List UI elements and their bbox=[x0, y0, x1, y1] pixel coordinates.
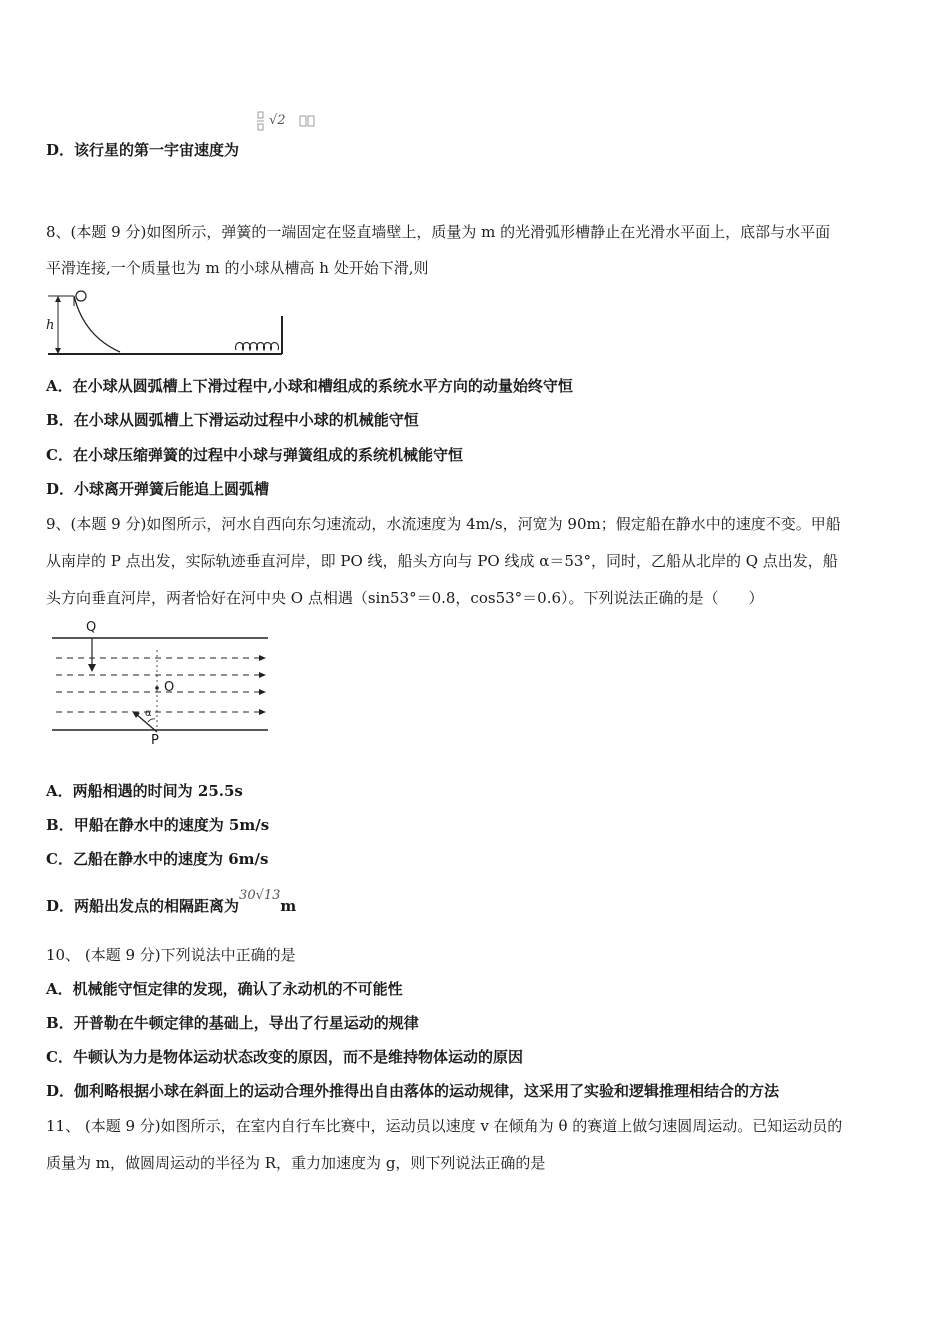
option-text: 在小球压缩弹簧的过程中小球与弹簧组成的系统机械能守恒 bbox=[72, 446, 463, 464]
q8-figure bbox=[44, 288, 289, 364]
q11-stem-line1 bbox=[46, 1116, 842, 1136]
q11-stem-line2 bbox=[46, 1153, 545, 1173]
question-score: (本题 9 分) bbox=[84, 946, 161, 964]
distance-formula: 30√13 bbox=[239, 888, 281, 903]
question-number: 10、 bbox=[46, 946, 81, 964]
option-text: 在小球从圆弧槽上下滑过程中,小球和槽组成的系统水平方向的动量始终守恒 bbox=[72, 377, 573, 395]
formula-text: √2 bbox=[269, 113, 286, 128]
option-label: D bbox=[46, 1082, 60, 1100]
question-number: 8、 bbox=[46, 223, 71, 241]
option-text: 两船出发点的相隔距离为 bbox=[74, 897, 240, 915]
option-label: D bbox=[46, 480, 60, 498]
q10-stem bbox=[46, 945, 296, 965]
question-stem: 如图所示，河水自西向东匀速流动，水流速度为 4m/s，河宽为 90m；假定船在静水中的速度不变。甲船 bbox=[146, 515, 841, 533]
option-label: B bbox=[46, 816, 59, 834]
question-stem: 头方向垂直河岸，两者恰好在河中央 O 点相遇（sin53°＝0.8，cos53°＝0.6）。下列说法正确的是（ ） bbox=[46, 589, 764, 607]
formula-fraction-icon bbox=[256, 110, 318, 136]
option-label: A bbox=[46, 782, 58, 800]
option-text: 牛顿认为力是物体运动状态改变的原因，而不是维持物体运动的原因 bbox=[72, 1048, 523, 1066]
river-diagram bbox=[48, 620, 273, 750]
option-label: B bbox=[46, 411, 59, 429]
q8-stem-line2 bbox=[46, 258, 429, 278]
option-label: A bbox=[46, 377, 58, 395]
q9-option-a: A．两船相遇的时间为 25.5s bbox=[46, 782, 243, 800]
question-stem: 如图所示，在室内自行车比赛中，运动员以速度 v 在倾角为 θ 的赛道上做匀速圆周运动。已知运动员的 bbox=[160, 1117, 843, 1135]
angle-alpha-label: α bbox=[145, 708, 152, 719]
option-text: 小球离开弹簧后能追上圆弧槽 bbox=[74, 480, 270, 498]
q8-option-b: B．在小球从圆弧槽上下滑运动过程中小球的机械能守恒 bbox=[46, 411, 419, 429]
option-label: B bbox=[46, 1014, 59, 1032]
question-score: (本题 9 分) bbox=[70, 515, 147, 533]
option-label: A bbox=[46, 980, 58, 998]
question-stem: 如图所示，弹簧的一端固定在竖直墙壁上，质量为 m 的光滑弧形槽静止在光滑水平面上，底部与水平面 bbox=[146, 223, 831, 241]
question-number: 9、 bbox=[46, 515, 71, 533]
q8-stem-line1 bbox=[46, 222, 830, 242]
question-stem: 质量为 m，做圆周运动的半径为 R，重力加速度为 g，则下列说法正确的是 bbox=[46, 1154, 546, 1172]
option-label: D bbox=[46, 897, 60, 915]
option-text: 开普勒在牛顿定律的基础上，导出了行星运动的规律 bbox=[73, 1014, 419, 1032]
q9-stem-line1 bbox=[46, 514, 841, 534]
option-unit: m bbox=[280, 897, 297, 915]
q9-option-b: B．甲船在静水中的速度为 5m/s bbox=[46, 816, 270, 834]
q9-stem-line2 bbox=[46, 551, 838, 571]
q9-stem-line3 bbox=[46, 588, 764, 608]
point-p-label: P bbox=[151, 733, 159, 748]
height-label: h bbox=[46, 318, 55, 333]
option-label: C bbox=[46, 446, 58, 464]
option-text: 甲船在静水中的速度为 5m/s bbox=[73, 816, 270, 834]
q8-option-a: A．在小球从圆弧槽上下滑过程中,小球和槽组成的系统水平方向的动量始终守恒 bbox=[46, 377, 573, 395]
option-label: D bbox=[46, 141, 60, 159]
slide-spring-diagram bbox=[44, 288, 289, 360]
q8-option-d: D．小球离开弹簧后能追上圆弧槽 bbox=[46, 480, 270, 498]
q10-option-a: A．机械能守恒定律的发现，确认了永动机的不可能性 bbox=[46, 980, 403, 998]
q9-option-c: C．乙船在静水中的速度为 6m/s bbox=[46, 850, 269, 868]
option-text: 在小球从圆弧槽上下滑运动过程中小球的机械能守恒 bbox=[73, 411, 419, 429]
q7-option-d: D．该行星的第一宇宙速度为 bbox=[46, 141, 240, 159]
point-q-label: Q bbox=[86, 620, 97, 635]
q8-option-c: C．在小球压缩弹簧的过程中小球与弹簧组成的系统机械能守恒 bbox=[46, 446, 463, 464]
q10-option-b: B．开普勒在牛顿定律的基础上，导出了行星运动的规律 bbox=[46, 1014, 419, 1032]
point-o-label: O bbox=[164, 680, 175, 695]
question-score: (本题 9 分) bbox=[84, 1117, 161, 1135]
question-stem: 从南岸的 P 点出发，实际轨迹垂直河岸，即 PO 线，船头方向与 PO 线成 α＝53°，同时，乙船从北岸的 Q 点出发，船 bbox=[46, 552, 838, 570]
question-stem: 下列说法中正确的是 bbox=[160, 946, 296, 964]
question-stem: 平滑连接,一个质量也为 m 的小球从槽高 h 处开始下滑,则 bbox=[46, 259, 429, 277]
option-text: 机械能守恒定律的发现，确认了永动机的不可能性 bbox=[72, 980, 403, 998]
option-label: C bbox=[46, 850, 58, 868]
question-number: 11、 bbox=[46, 1117, 81, 1135]
q10-option-d: D．伽利略根据小球在斜面上的运动合理外推得出自由落体的运动规律，这采用了实验和逻辑推理相结合的方法 bbox=[46, 1082, 780, 1100]
option-text: 该行星的第一宇宙速度为 bbox=[74, 141, 240, 159]
q9-option-d: D．两船出发点的相隔距离为30√13m bbox=[46, 888, 297, 915]
question-score: (本题 9 分) bbox=[70, 223, 147, 241]
q10-option-c: C．牛顿认为力是物体运动状态改变的原因，而不是维持物体运动的原因 bbox=[46, 1048, 523, 1066]
option-label: C bbox=[46, 1048, 58, 1066]
q7-formula bbox=[256, 110, 318, 136]
option-text: 两船相遇的时间为 25.5s bbox=[72, 782, 243, 800]
q9-figure bbox=[48, 620, 273, 754]
option-text: 伽利略根据小球在斜面上的运动合理外推得出自由落体的运动规律，这采用了实验和逻辑推理相结合的方法 bbox=[74, 1082, 780, 1100]
option-text: 乙船在静水中的速度为 6m/s bbox=[72, 850, 269, 868]
